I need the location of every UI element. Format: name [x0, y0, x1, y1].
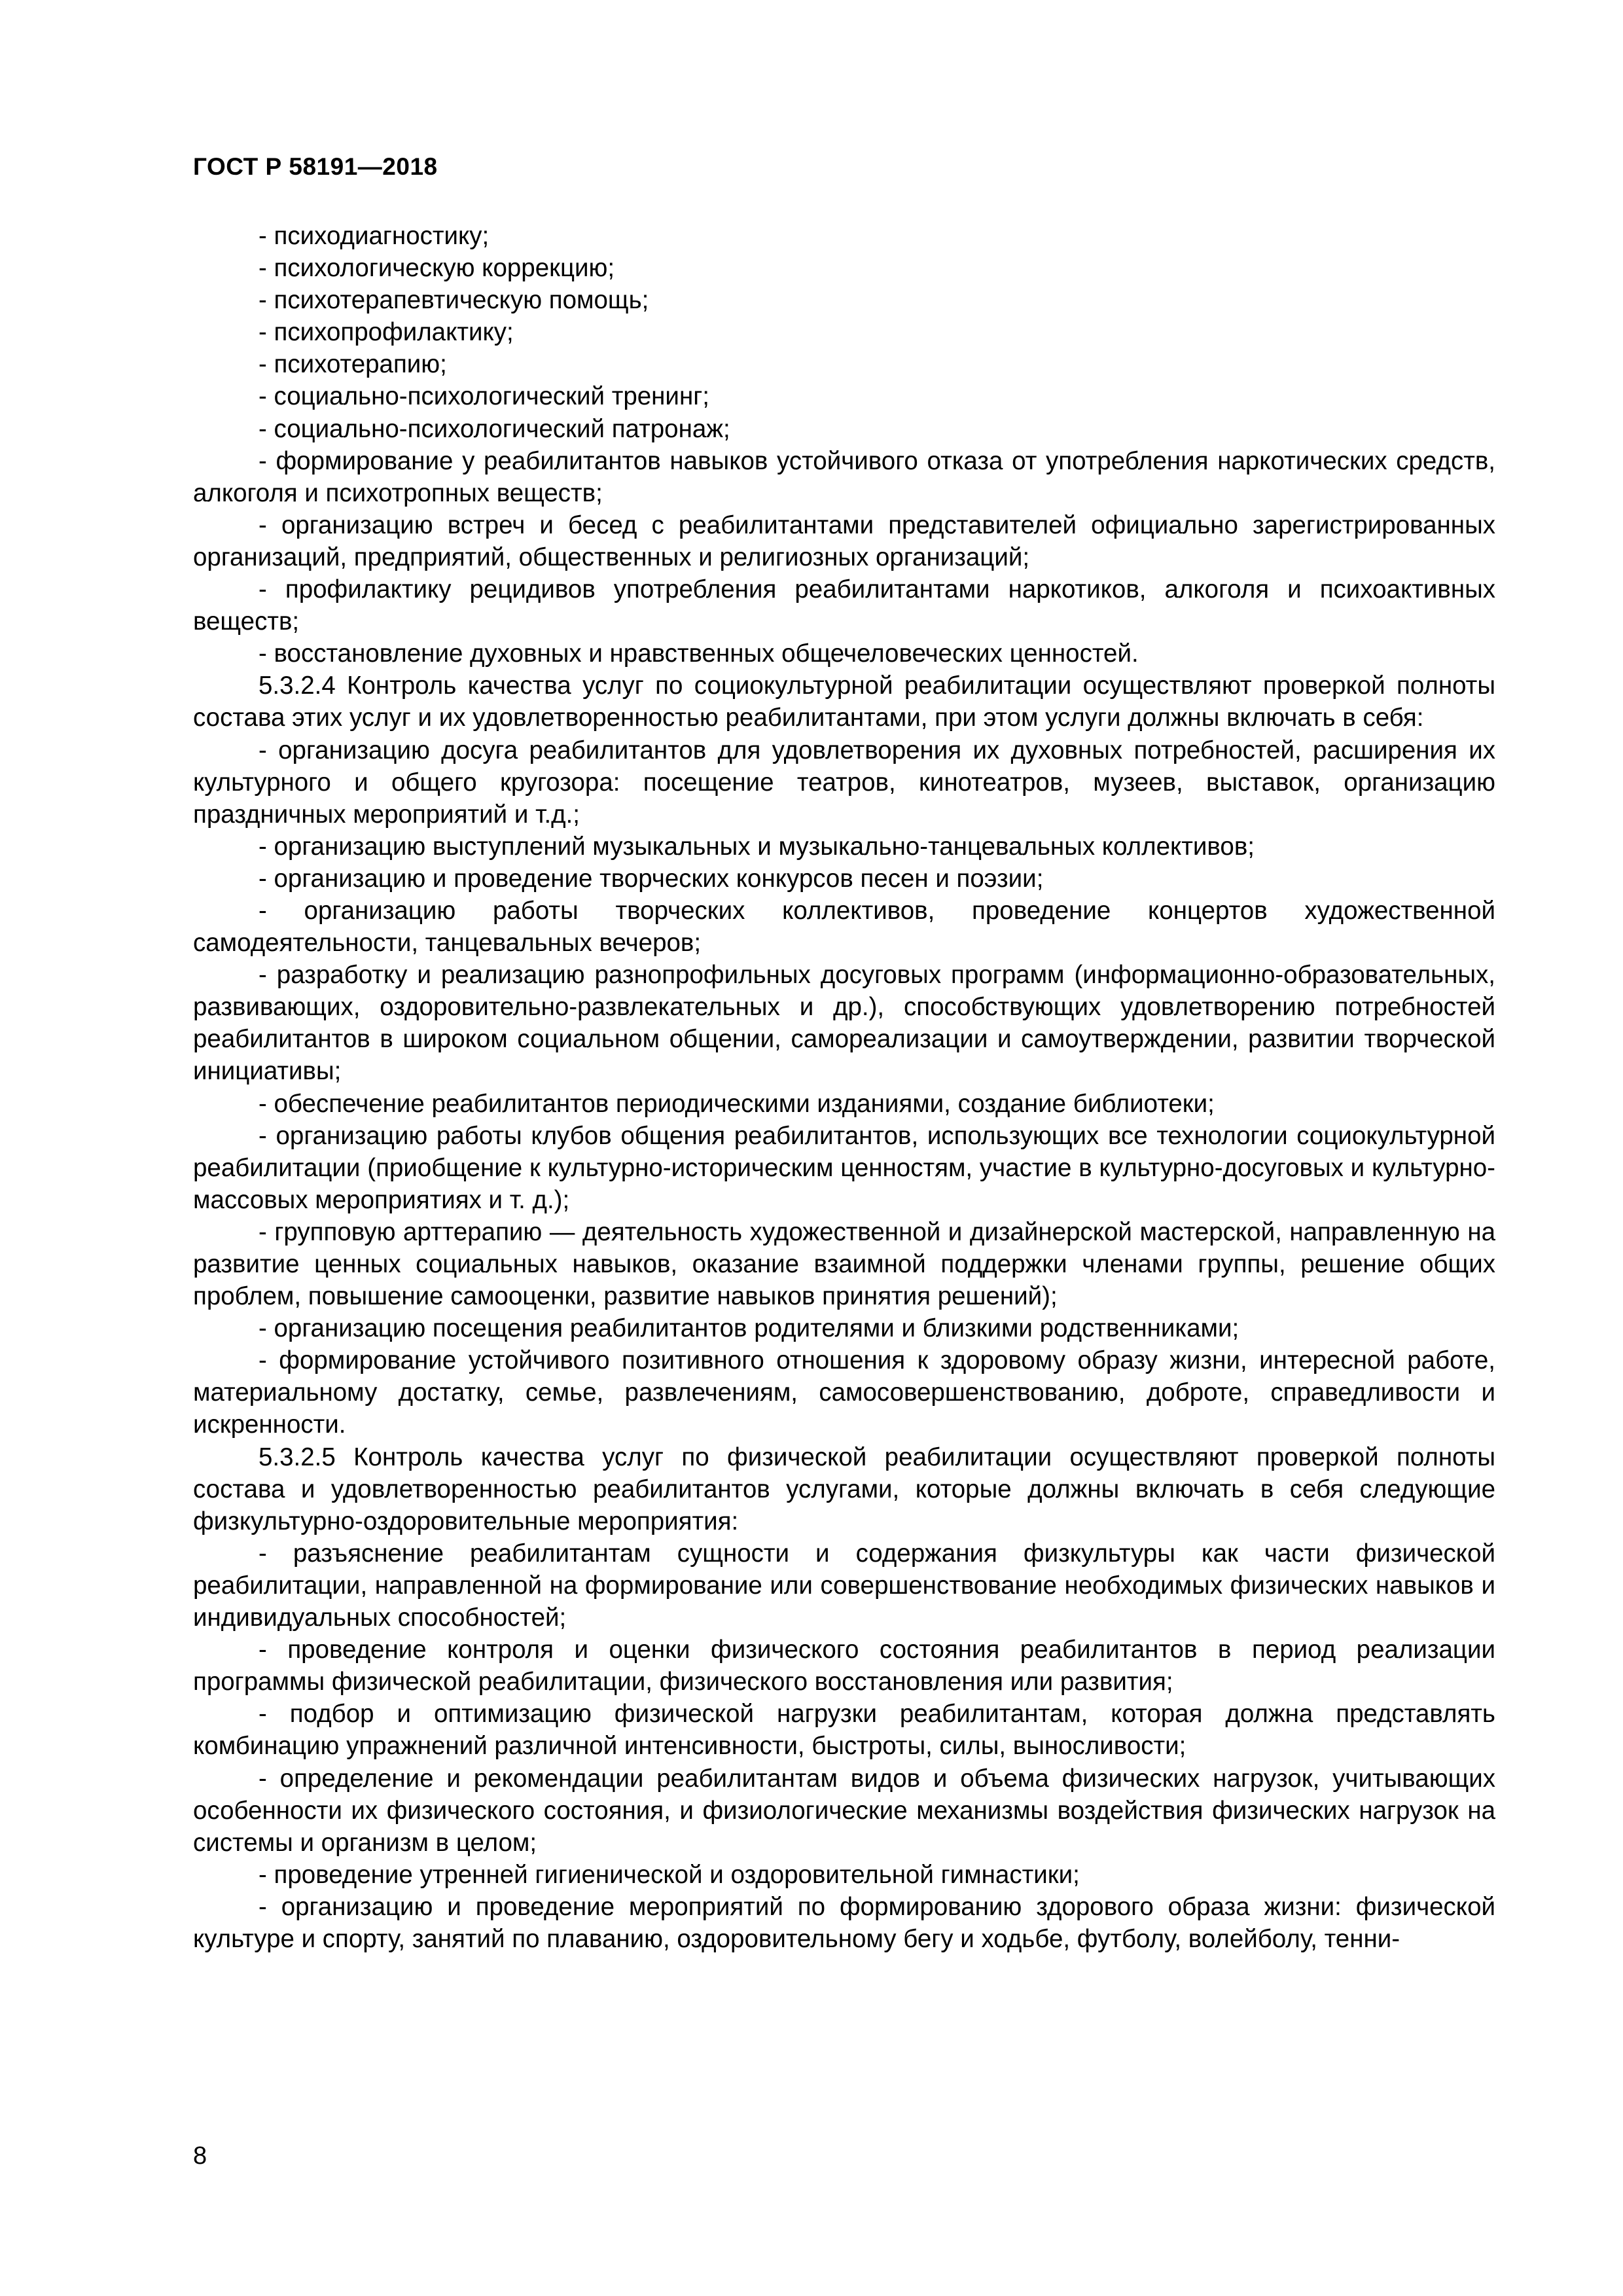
- list-item: - психологическую коррекцию;: [259, 254, 615, 283]
- list-item: - формирование у реабилитантов навыков устойчивого отказа от употребления наркотических средств, алкоголя и психотропных веществ;: [193, 446, 1495, 507]
- clause-5-3-2-4: 5.3.2.4 Контроль качества услуг по социокультурной реабилитации осуществляют проверкой полноты состава этих услуг и их удовлетворенностью реабилитантами, при этом услуги должны включать в себя:: [193, 672, 1495, 732]
- list-item: - организацию встреч и бесед с реабилитантами представителей официально зарегистрированных организаций, предприятий, общественных и религиозных организаций;: [193, 511, 1495, 571]
- document-header: ГОСТ Р 58191—2018: [193, 153, 438, 180]
- list-item: - организацию и проведение творческих конкурсов песен и поэзии;: [259, 864, 1044, 893]
- list-item: - проведение контроля и оценки физического состояния реабилитантов в период реализации программы физической реабилитации, физического восстановления или развития;: [193, 1636, 1495, 1696]
- list-item: - обеспечение реабилитантов периодическими изданиями, создание библиотеки;: [259, 1089, 1215, 1118]
- list-item: - определение и рекомендации реабилитантам видов и объема физических нагрузок, учитывающих особенности их физического состояния, и физиологические механизмы воздействия физических нагрузок на системы и организм в целом;: [193, 1764, 1495, 1857]
- list-item: - психодиагностику;: [259, 222, 490, 250]
- list-item: - разработку и реализацию разнопрофильных досуговых программ (информационно-образовательных, развивающих, оздоровительно-развлекательных и др.), способствующих удовлетворению потребностей реабилитантов в широком социальном общении, самореализации и самоутверждении, развитии творческой инициативы;: [193, 961, 1495, 1086]
- list-item: - социально-психологический патронаж;: [259, 414, 730, 443]
- list-item: - организацию и проведение мероприятий по формированию здорового образа жизни: физической культуре и спорту, занятий по плаванию, оздоровительному бегу и ходьбе, футболу, волейболу, тенни-: [193, 1892, 1495, 1953]
- list-item: - проведение утренней гигиенической и оздоровительной гимнастики;: [259, 1860, 1080, 1889]
- list-item: - организацию выступлений музыкальных и музыкально-танцевальных коллективов;: [259, 832, 1255, 861]
- list-item: - подбор и оптимизацию физической нагрузки реабилитантам, которая должна представлять комбинацию упражнений различной интенсивности, быстроты, силы, выносливости;: [193, 1700, 1495, 1761]
- list-item: - организацию посещения реабилитантов родителями и близкими родственниками;: [259, 1314, 1240, 1343]
- list-item: - восстановление духовных и нравственных общечеловеческих ценностей.: [259, 639, 1139, 668]
- document-body: [193, 220, 1495, 1955]
- list-item: - разъяснение реабилитантам сущности и содержания физкультуры как части физической реабилитации, направленной на формирование или совершенствование необходимых физических навыков и индивидуальных способностей;: [193, 1539, 1495, 1632]
- list-item: - психопрофилактику;: [259, 318, 514, 347]
- page-number: 8: [193, 2142, 207, 2170]
- list-item: - формирование устойчивого позитивного отношения к здоровому образу жизни, интересной работе, материальному достатку, семье, развлечениям, самосовершенствованию, доброте, справедливости и искренности.: [193, 1346, 1495, 1439]
- list-item: - организацию работы творческих коллективов, проведение концертов художественной самодеятельности, танцевальных вечеров;: [193, 896, 1495, 958]
- list-item: - профилактику рецидивов употребления реабилитантами наркотиков, алкоголя и психоактивных веществ;: [193, 575, 1495, 636]
- list-item: - организацию работы клубов общения реабилитантов, использующих все технологии социокультурной реабилитации (приобщение к культурно-историческим ценностям, участие в культурно-досуговых и культурно-массовых мероприятиях и т. д.);: [193, 1121, 1495, 1214]
- list-item: - организацию досуга реабилитантов для удовлетворения их духовных потребностей, расширения их культурного и общего кругозора: посещение театров, кинотеатров, музеев, выставок, организацию праздничных мероприятий и т.д.;: [193, 736, 1495, 829]
- list-item: - психотерапевтическую помощь;: [259, 286, 649, 315]
- list-item: - социально-психологический тренинг;: [259, 382, 709, 411]
- clause-5-3-2-5: 5.3.2.5 Контроль качества услуг по физической реабилитации осуществляют проверкой полноты состава и удовлетворенностью реабилитантов услугами, которые должны включать в себя следующие физкультурно-оздоровительные мероприятия:: [193, 1443, 1495, 1535]
- list-item: - групповую арттерапию — деятельность художественной и дизайнерской мастерской, направленную на развитие ценных социальных навыков, оказание взаимной поддержки членами группы, решение общих проблем, повышение самооценки, развитие навыков принятия решений);: [193, 1217, 1495, 1311]
- list-item: - психотерапию;: [259, 350, 447, 379]
